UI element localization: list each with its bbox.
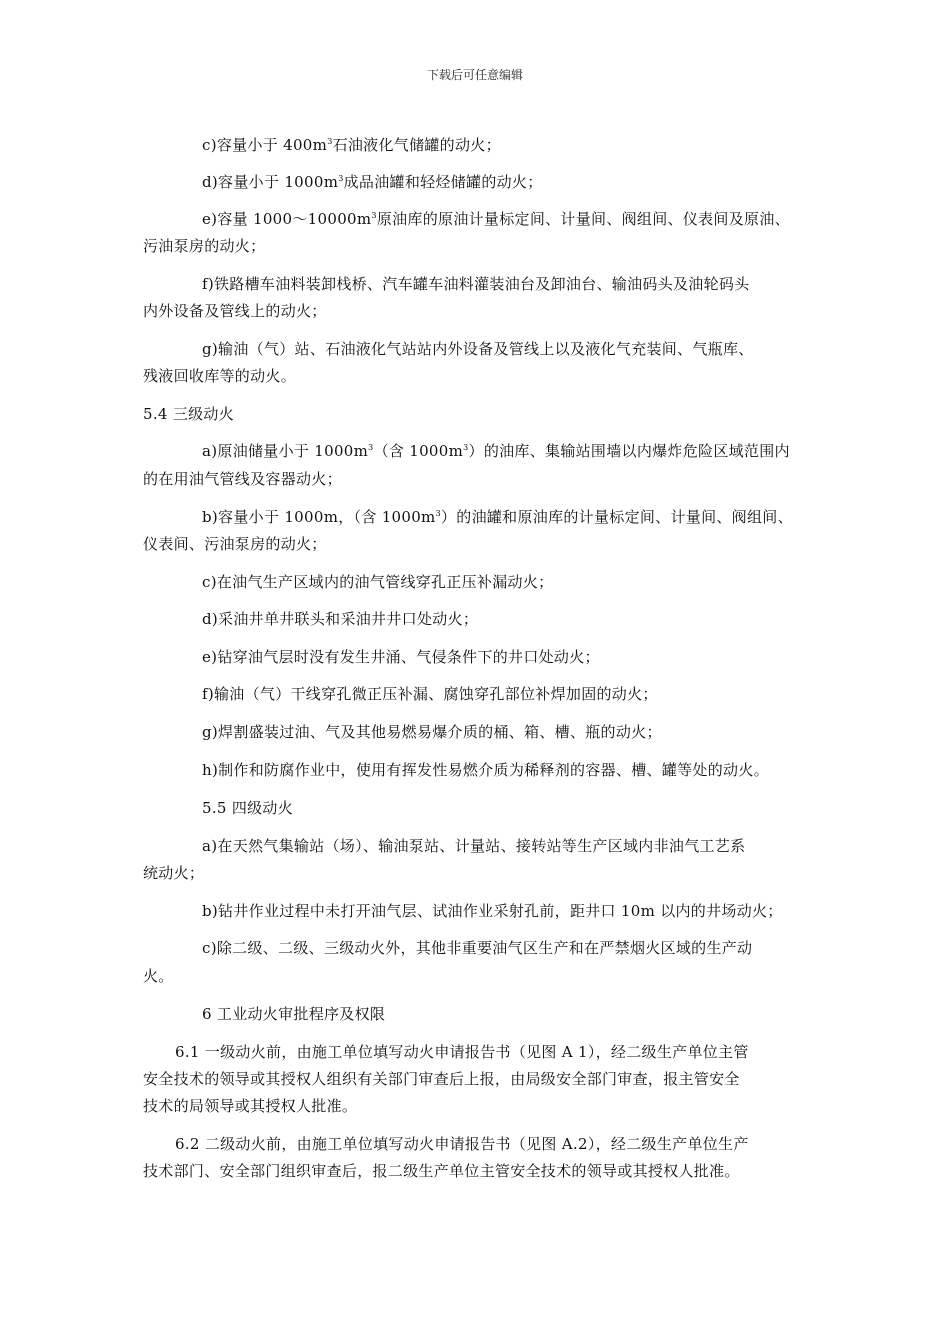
text-line-c-pipeline: c)在油气生产区域内的油气管线穿孔正压补漏动火； <box>202 573 554 591</box>
text-line-a-gas-station: a)在天然气集输站（场）、输油泵站、计量站、接转站等生产区域内非油气工艺系 <box>202 837 746 855</box>
text-line-e-crude-depot: e)容量 $1000\sim 10000m^3$原油库的原油计量标定间、计量间、阀组间、仪表间及原油、 <box>202 210 790 228</box>
text-line-e-cont: 污油泵房的动火； <box>143 237 266 255</box>
text-line-6-1-cont1: 安全技术的领导或其授权人组织有关部门审查后上报，由局级安全部门审查，报主管安全 <box>143 1070 740 1088</box>
text-line-f-rail: f)铁路槽车油料装卸栈桥、汽车罐车油料灌装油台及卸油台、输油码头及油轮码头 <box>202 275 750 293</box>
text-line-g-cont: 残液回收库等的动火。 <box>143 367 297 385</box>
text-line-d-product-oil: d)容量小于 $1000m^3$成品油罐和轻烃储罐的动火； <box>202 173 543 191</box>
text-line-c-cont: 火。 <box>143 967 174 985</box>
text-line-a-cont2: 统动火； <box>143 864 205 882</box>
section-heading-6: 6 工业动火审批程序及权限 <box>202 1005 386 1023</box>
text-line-a-crude-storage: a)原油储量小于 $1000m^3$（含 $1000m^3$）的油库、集输站围墙以内爆炸危险区域范围内 <box>202 442 790 460</box>
text-line-g-containers: g)焊割盛装过油、气及其他易燃易爆介质的桶、箱、槽、瓶的动火； <box>202 723 662 741</box>
text-line-g-station: g)输油（气）站、石油液化气站站内外设备及管线上以及液化气充装间、气瓶库、 <box>202 340 754 358</box>
text-line-d-wellhead: d)采油井单井联头和采油井井口处动火； <box>202 610 479 628</box>
text-line-f-trunk: f)输油（气）干线穿孔微正压补漏、腐蚀穿孔部位补焊加固的动火； <box>202 685 658 703</box>
text-line-f-cont: 内外设备及管线上的动火； <box>143 302 327 320</box>
page-header: 下载后可任意编辑 <box>426 68 523 82</box>
text-line-b-tank: b)容量小于 1000m，（含 $1000m^3$）的油罐和原油库的计量标定间、计量间、阀组间、 <box>202 508 793 526</box>
text-line-e-drilling: e)钻穿油气层时没有发生井涌、气侵条件下的井口处动火； <box>202 648 600 666</box>
text-line-h-anticorrosion: h)制作和防腐作业中，使用有挥发性易燃介质为稀释剂的容器、槽、罐等处的动火。 <box>202 761 769 779</box>
text-line-6-1: 6.1 一级动火前，由施工单位填写动火申请报告书（见图 A 1），经二级生产单位主管 <box>175 1043 749 1061</box>
text-line-6-2-cont: 技术部门、安全部门组织审查后，报二级生产单位主管安全技术的领导或其授权人批准。 <box>143 1162 740 1180</box>
text-line-a-cont: 的在用油气管线及容器动火； <box>143 470 342 488</box>
section-heading-5-5: 5.5 四级动火 <box>202 799 294 817</box>
text-line-c-other: c)除二级、二级、三级动火外，其他非重要油气区生产和在严禁烟火区域的生产动 <box>202 939 753 957</box>
text-line-c-lpg: c)容量小于 $400m^3$石油液化气储罐的动火； <box>202 136 501 154</box>
text-line-6-2: 6.2 二级动火前，由施工单位填写动火申请报告书（见图 A.2），经二级生产单位生产 <box>175 1135 749 1153</box>
text-line-b-cont: 仪表间、污油泵房的动火； <box>143 535 327 553</box>
section-heading-5-4: 5.4 三级动火 <box>143 405 235 423</box>
text-line-b-wellsite: b)钻井作业过程中未打开油气层、试油作业采射孔前，距井口 10m 以内的井场动火； <box>202 902 783 920</box>
text-line-6-1-cont2: 技术的局领导或其授权人批准。 <box>143 1097 358 1115</box>
